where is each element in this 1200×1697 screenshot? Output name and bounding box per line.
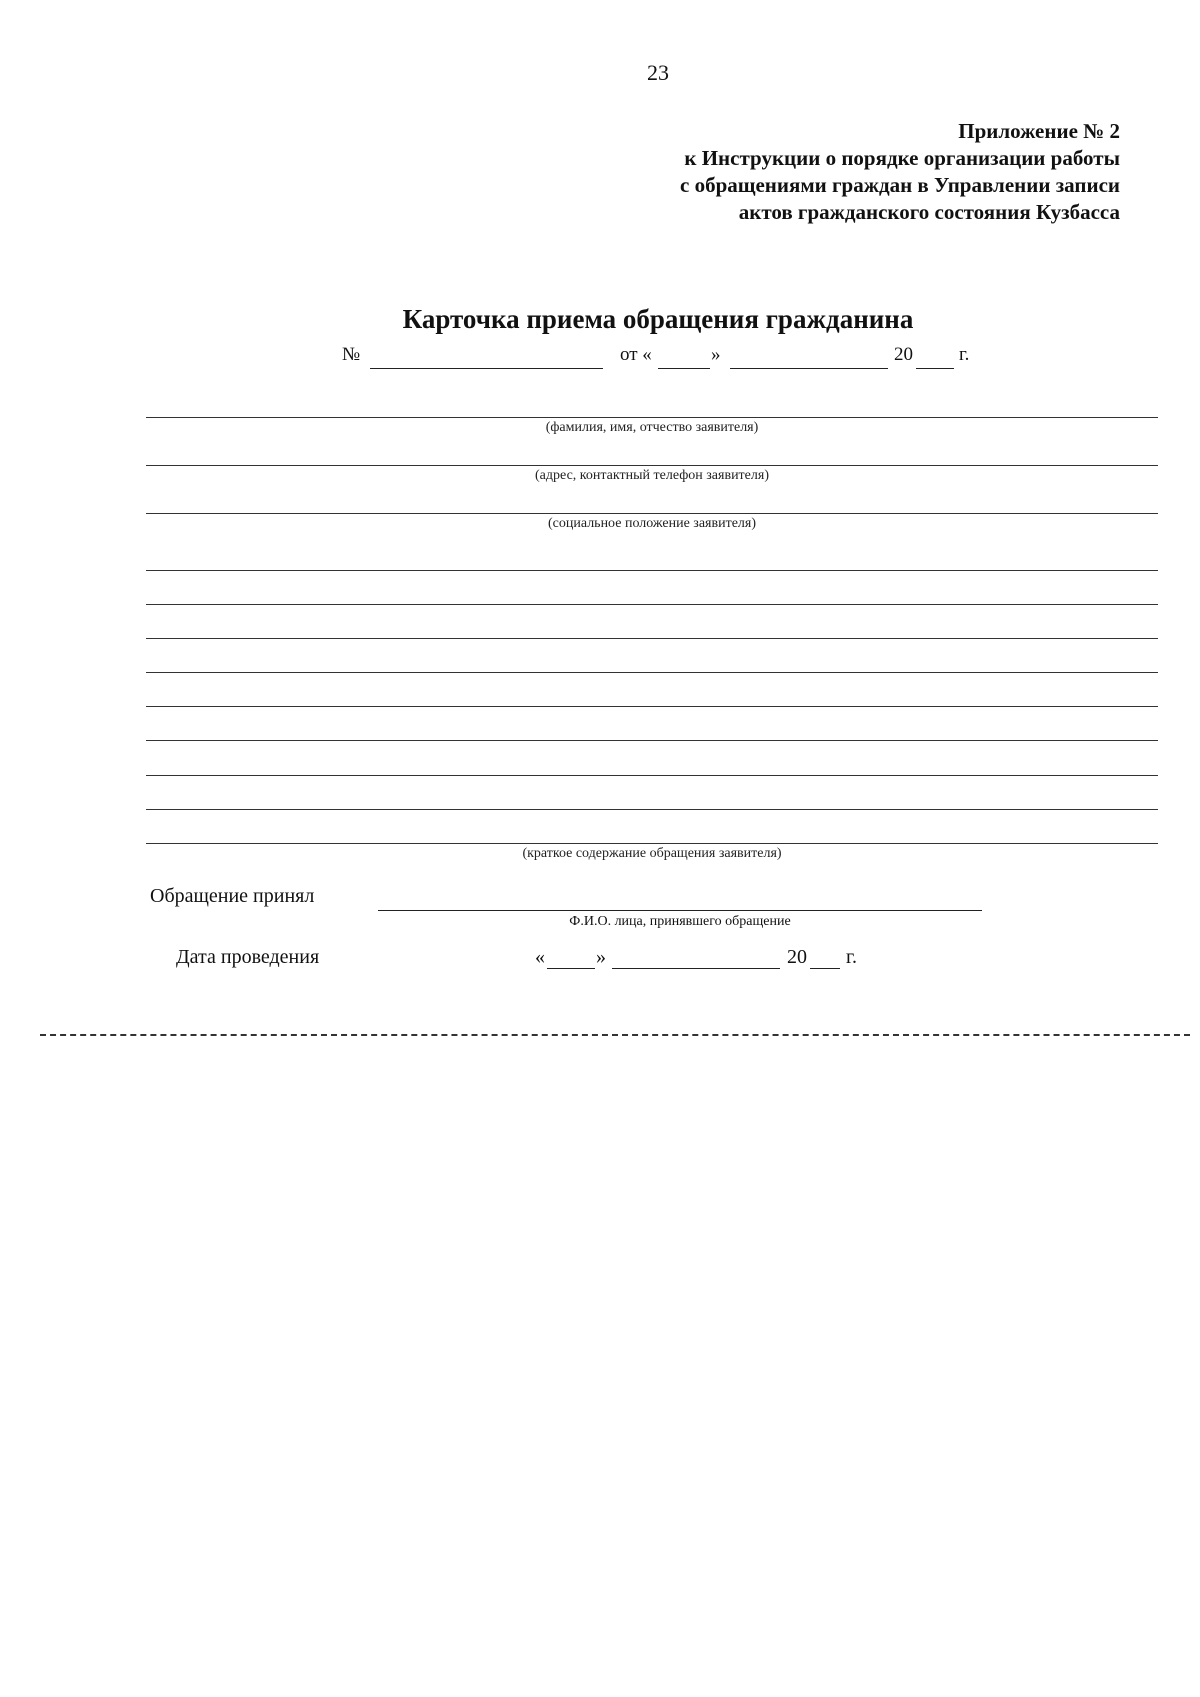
- accepted-by-field[interactable]: [378, 910, 982, 911]
- summary-line[interactable]: [146, 775, 1158, 776]
- appendix-line-2: к Инструкции о порядке организации работы: [684, 146, 1120, 170]
- year-field[interactable]: [916, 368, 954, 369]
- date-held-year-prefix: 20: [787, 946, 807, 968]
- date-held-close-quote: »: [596, 946, 606, 968]
- summary-line[interactable]: [146, 638, 1158, 639]
- card-title: Карточка приема обращения гражданина: [402, 304, 914, 334]
- summary-line[interactable]: [146, 570, 1158, 571]
- date-held-label: Дата проведения: [176, 946, 320, 968]
- summary-line[interactable]: [146, 740, 1158, 741]
- address-caption: (адрес, контактный телефон заявителя): [535, 468, 769, 483]
- summary-line[interactable]: [146, 604, 1158, 605]
- day-close-quote: »: [711, 344, 721, 365]
- full-name-field[interactable]: [146, 417, 1158, 418]
- cut-line-divider: [40, 1034, 1190, 1036]
- accepted-by-caption: Ф.И.О. лица, принявшего обращение: [569, 914, 791, 929]
- appendix-header: [680, 118, 1120, 226]
- year-prefix: 20: [894, 344, 913, 365]
- full-name-caption: (фамилия, имя, отчество заявителя): [545, 420, 759, 435]
- appendix-line-1: Приложение № 2: [958, 119, 1120, 143]
- appendix-line-3: с обращениями граждан в Управлении записи: [680, 173, 1120, 197]
- address-field[interactable]: [146, 465, 1158, 466]
- year-suffix: г.: [959, 344, 970, 365]
- page-number: 23: [647, 60, 669, 85]
- from-label: от «: [620, 344, 652, 365]
- date-held-day-field[interactable]: [547, 968, 595, 969]
- date-held-month-field[interactable]: [612, 968, 780, 969]
- card-number-field[interactable]: [370, 368, 603, 369]
- summary-line[interactable]: [146, 706, 1158, 707]
- day-field[interactable]: [658, 368, 710, 369]
- date-held-year-field[interactable]: [810, 968, 840, 969]
- accepted-label: Обращение принял: [150, 885, 315, 907]
- number-sign: №: [342, 344, 361, 365]
- appendix-line-4: актов гражданского состояния Кузбасса: [738, 200, 1120, 224]
- summary-caption: (краткое содержание обращения заявителя): [522, 846, 782, 861]
- summary-line[interactable]: [146, 843, 1158, 844]
- month-field[interactable]: [730, 368, 888, 369]
- social-status-field[interactable]: [146, 513, 1158, 514]
- summary-line[interactable]: [146, 809, 1158, 810]
- date-held-open-quote: «: [535, 946, 545, 968]
- summary-line[interactable]: [146, 672, 1158, 673]
- date-held-year-suffix: г.: [846, 946, 857, 968]
- social-status-caption: (социальное положение заявителя): [548, 516, 756, 531]
